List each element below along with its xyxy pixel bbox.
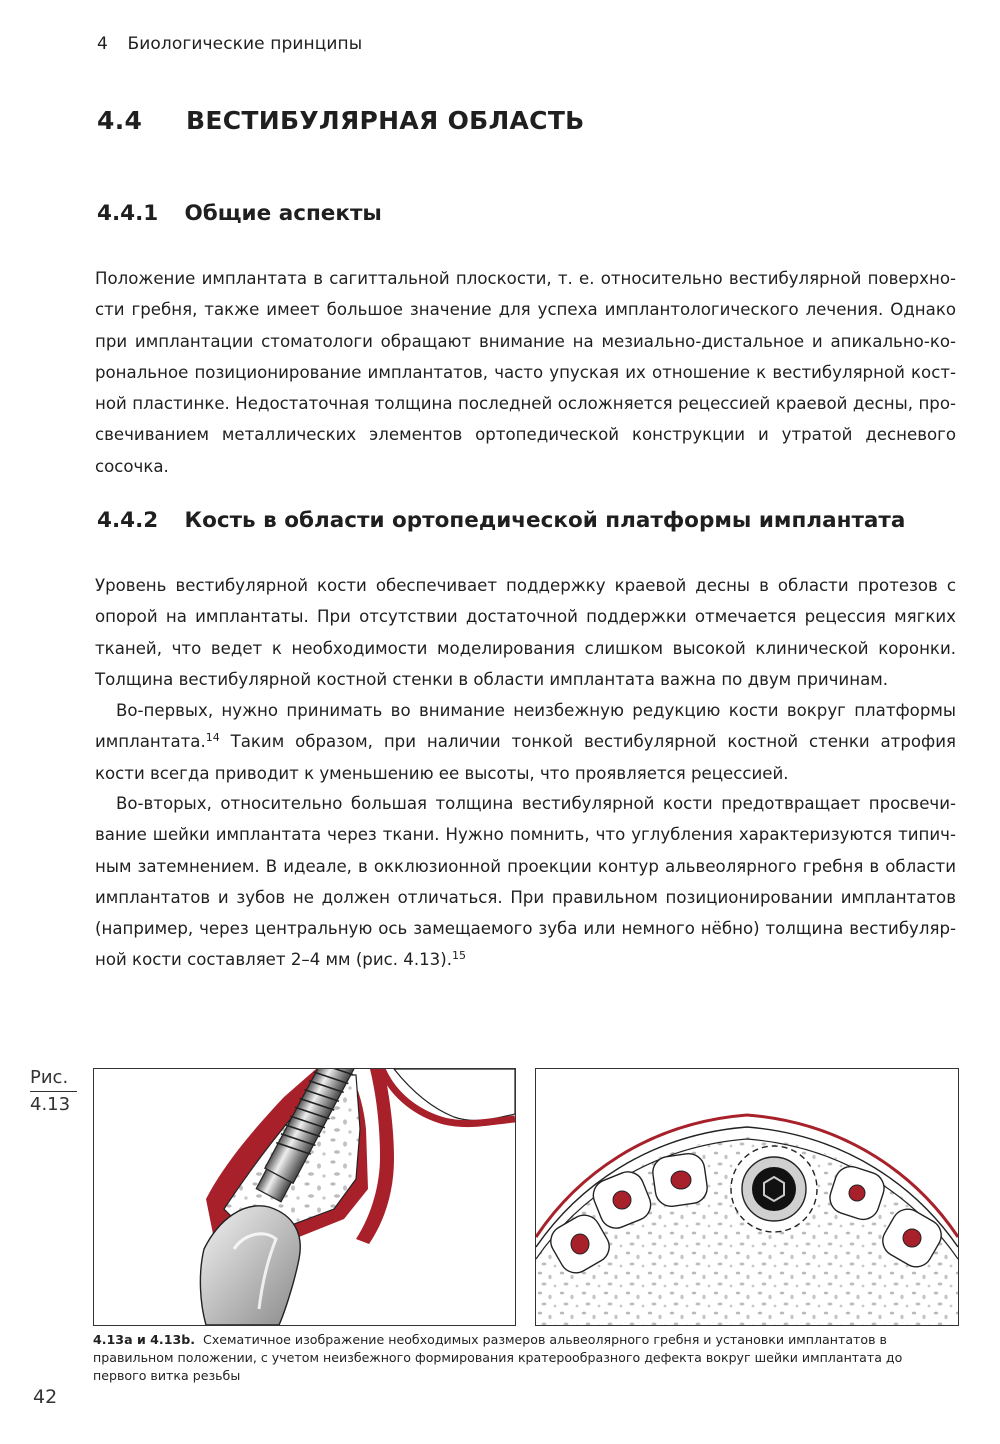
figure-caption [93, 1331, 959, 1385]
figure-label-prefix: Рис. [30, 1067, 69, 1088]
figure-panel-b [535, 1068, 959, 1326]
caption-ref: 4.13a и 4.13b. [93, 1332, 196, 1347]
chapter-title: Биологические принципы [127, 34, 363, 54]
chapter-number: 4 [97, 34, 108, 54]
subsection-title: Кость в области ортопедической платформы имплантата [184, 508, 906, 533]
footnote-ref[interactable]: 14 [205, 731, 220, 745]
footnote-ref[interactable]: 15 [452, 949, 466, 963]
figure-label [30, 1067, 80, 1115]
page-number: 42 [33, 1386, 58, 1408]
running-head [97, 34, 362, 54]
subsection-heading-bone [97, 508, 905, 533]
implant-hex-icon [764, 1177, 784, 1201]
figure-label-number: 4.13 [30, 1094, 71, 1115]
lip-outline [394, 1069, 515, 1120]
subsection-number: 4.4.2 [97, 508, 159, 533]
section-number: 4.4 [97, 106, 143, 135]
caption-text: Схематичное изображение необходимых размеров альвеолярного гребня и установки имплантатов в правильном положении, с учетом неизбежного формирования кратерообразного дефекта вокруг шейки имплантата до первого витка резьбы [93, 1332, 903, 1383]
paragraph-text: Таким образом, при наличии тонкой вестибулярной костной стенки атрофия кости всегда приводит к уменьшению ее высоты, что проявляется рецессией. [95, 732, 956, 783]
section-heading [97, 106, 585, 135]
paragraph-text: Во-первых, нужно принимать во внимание неизбежную редукцию кости вокруг платформы имплантата. [95, 701, 956, 752]
subsection-heading-general [97, 201, 382, 226]
paragraph-first-reason [95, 695, 956, 789]
figure-panel-a [93, 1068, 516, 1326]
paragraph-text: Во-вторых, относительно большая толщина вестибулярной кости предотвращает просвечивание шейки имплантата через ткани. Нужно помнить, что углубления характеризуются типичным затемнением. В идеале, в окклюзионной проекции контур альвеолярного гребня в области имплантатов и зубов не должен отличаться. При правильном позиционировании имплантатов (например, через центральную ось замещаемого зуба или немного нёбно) толщина вестибулярной кости составляет 2–4 мм (рис. 4.13). [95, 794, 956, 970]
subsection-title: Общие аспекты [184, 201, 382, 226]
occlusal-arch-illustration [536, 1069, 958, 1325]
paragraph-bone-level: Уровень вестибулярной кости обеспечивает поддержку краевой десны в области протезов с опорой на имплантаты. При отсутствии достаточной поддержки отмечается рецессия мягких тканей, что ведет к необходимости моделирования слишком высокой клинической коронки. Толщина вестибулярной костной стенки в области имплантата важна по двум причинам. [95, 576, 956, 689]
section-title: ВЕСТИБУЛЯРНАЯ ОБЛАСТЬ [186, 106, 585, 135]
figure-label-rule [30, 1091, 77, 1092]
subsection-number: 4.4.1 [97, 201, 159, 226]
implant-sagittal-section-illustration [94, 1069, 515, 1325]
paragraph-general-aspects: Положение имплантата в сагиттальной плоскости, т. е. относительно вестибулярной поверхности гребня, также имеет большое значение для успеха имплантологического лечения. Однако при имплантации стоматологи обращают внимание на мезиально-дистальное и апикально-корональное позиционирование имплантатов, часто упуская их отношение к вестибулярной костной пластинке. Недостаточная толщина последней осложняется рецессией краевой десны, просвечиванием металлических элементов ортопедической конструкции и утратой десневого сосочка. [95, 269, 956, 476]
paragraph-second-reason [95, 788, 956, 976]
